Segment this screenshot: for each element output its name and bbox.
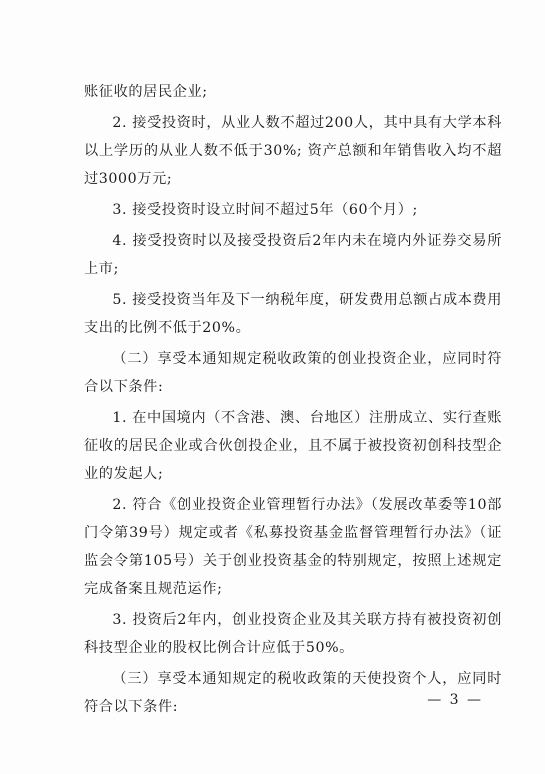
paragraph-item-5: 5. 接受投资当年及下一纳税年度，研发费用总额占成本费用支出的比例不低于20%。 (84, 292, 502, 336)
paragraph-item-4: 4. 接受投资时以及接受投资后2年内未在境内外证券交易所上市; (84, 233, 502, 277)
paragraph-continuation: 账征收的居民企业; (84, 84, 208, 100)
section-heading-3: （三）享受本通知规定的税收政策的天使投资个人，应同时符合以下条件: (84, 671, 502, 715)
paragraph-vc-item-1: 1. 在中国境内（不含港、澳、台地区）注册成立、实行查账征收的居民企业或合伙创投企业，且不属于被投资初创科技型企业的发起人; (84, 410, 502, 482)
document-body (84, 78, 502, 724)
paragraph-item-2: 2. 接受投资时，从业人数不超过200人，其中具有大学本科以上学历的从业人数不低于30%; 资产总额和年销售收入均不超过3000万元; (84, 115, 502, 187)
paragraph-vc-item-3: 3. 投资后2年内，创业投资企业及其关联方持有被投资初创科技型企业的股权比例合计应低于50%。 (84, 612, 502, 656)
page-number: — 3 — (427, 692, 483, 708)
paragraph-item-3: 3. 接受投资时设立时间不超过5年（60个月）; (112, 202, 418, 218)
section-heading-2: （二）享受本通知规定税收政策的创业投资企业，应同时符合以下条件: (84, 351, 502, 395)
paragraph-vc-item-2: 2. 符合《创业投资企业管理暂行办法》（发展改革委等10部门令第39号）规定或者《私募投资基金监督管理暂行办法》（证监会令第105号）关于创业投资基金的特别规定，按照上述规定完成备案且规范运作; (84, 497, 502, 597)
